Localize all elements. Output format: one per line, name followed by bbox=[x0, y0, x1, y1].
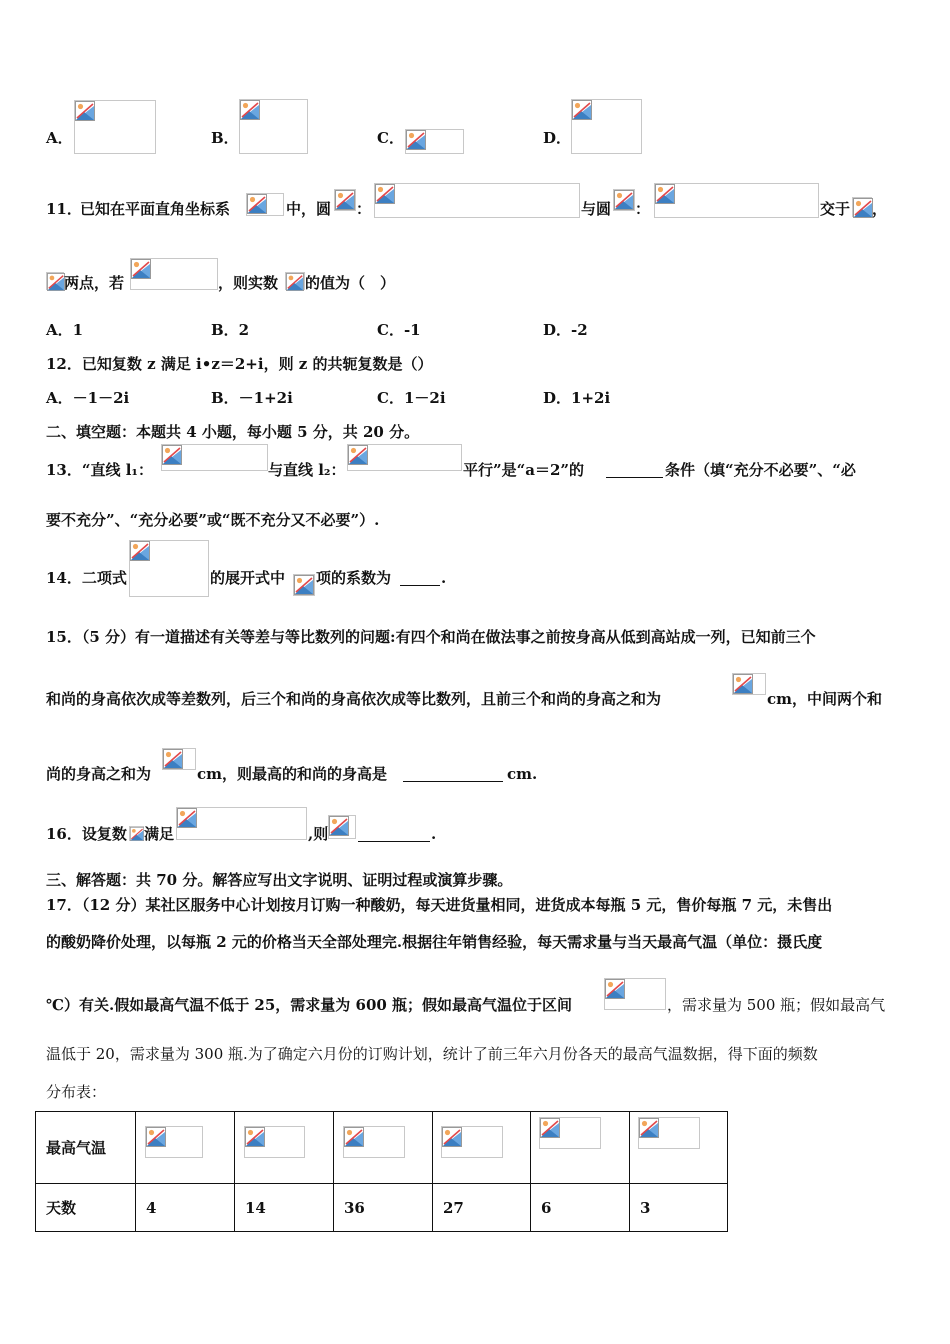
q11-option-c: C．-1 bbox=[377, 321, 421, 339]
table-header-cell: 最高气温 bbox=[36, 1112, 136, 1184]
broken-image-icon bbox=[329, 816, 349, 836]
q11-option-b: B．2 bbox=[211, 321, 250, 339]
q15-text-3: cm，中间两个和 bbox=[767, 690, 883, 708]
q11-formula-image bbox=[374, 183, 580, 218]
broken-image-icon bbox=[177, 808, 197, 828]
q12-option-a: A．－1－2i bbox=[46, 389, 130, 407]
q11-comma: ， bbox=[872, 200, 888, 218]
broken-image-icon bbox=[348, 445, 368, 465]
broken-image-icon bbox=[294, 575, 314, 595]
q11-text-5: 两点，若 bbox=[64, 274, 125, 292]
option-c-formula-image bbox=[405, 129, 464, 154]
q15-formula-image bbox=[162, 748, 196, 770]
option-c-label: C． bbox=[377, 129, 404, 147]
q11-formula-image bbox=[285, 272, 305, 290]
q14-formula-image bbox=[129, 540, 209, 597]
q12-option-d: D．1+2i bbox=[543, 389, 611, 407]
q16-period: . bbox=[431, 825, 437, 843]
broken-image-icon bbox=[286, 273, 304, 291]
q11-text-2: 中，圆 bbox=[286, 200, 332, 218]
broken-image-icon bbox=[406, 130, 426, 150]
q14-text-3: 项的系数为 bbox=[316, 569, 392, 587]
broken-image-icon bbox=[335, 190, 355, 210]
broken-image-icon bbox=[614, 190, 634, 210]
broken-image-icon bbox=[162, 445, 182, 465]
table-row bbox=[36, 1184, 728, 1232]
q14-text-2: 的展开式中 bbox=[210, 569, 286, 587]
broken-image-icon bbox=[131, 259, 151, 279]
table-cell: 6 bbox=[531, 1184, 630, 1232]
q13-text-2: 与直线 l₂： bbox=[268, 461, 346, 479]
broken-image-icon bbox=[247, 194, 267, 214]
table-header-cell: 天数 bbox=[36, 1184, 136, 1232]
broken-image-icon bbox=[375, 184, 395, 204]
broken-image-icon bbox=[240, 100, 260, 120]
frequency-table bbox=[35, 1111, 728, 1232]
q17-line-5: 分布表： bbox=[46, 1083, 107, 1101]
table-cell bbox=[235, 1112, 334, 1184]
table-cell: 3 bbox=[630, 1184, 728, 1232]
q15-text-6: cm. bbox=[507, 765, 538, 783]
q15-formula-image bbox=[732, 673, 766, 695]
temperature-range-image bbox=[441, 1126, 503, 1158]
option-a-formula-image bbox=[74, 100, 156, 154]
q16-answer-blank[interactable] bbox=[358, 825, 430, 842]
q11-text-7: 的值为（ ） bbox=[305, 274, 396, 292]
table-cell bbox=[433, 1112, 531, 1184]
broken-image-icon bbox=[163, 749, 183, 769]
q11-colon-2: ： bbox=[635, 200, 651, 218]
q15-text-5: cm，则最高的和尚的身高是 bbox=[197, 765, 388, 783]
table-cell: 14 bbox=[235, 1184, 334, 1232]
option-d-label: D． bbox=[543, 129, 572, 147]
q16-formula-image bbox=[328, 815, 356, 839]
temperature-range-image bbox=[343, 1126, 405, 1158]
section-2-heading: 二、填空题：本题共 4 小题，每小题 5 分，共 20 分。 bbox=[46, 423, 420, 441]
q17-interval-image bbox=[604, 978, 666, 1010]
q11-formula-image bbox=[334, 189, 356, 211]
q13-formula-image bbox=[347, 444, 462, 471]
option-d-formula-image bbox=[571, 99, 642, 154]
option-b-label: B． bbox=[211, 129, 239, 147]
q14-formula-image bbox=[293, 574, 315, 596]
temperature-range-image bbox=[244, 1126, 305, 1158]
table-cell bbox=[334, 1112, 433, 1184]
q13-text-1: 13．“直线 l₁： bbox=[46, 461, 153, 479]
temperature-range-image bbox=[145, 1126, 203, 1158]
broken-image-icon bbox=[130, 827, 144, 841]
q14-period: . bbox=[441, 569, 447, 587]
option-b-formula-image bbox=[239, 99, 308, 154]
broken-image-icon bbox=[245, 1127, 265, 1147]
q11-option-a: A．1 bbox=[46, 321, 84, 339]
table-cell: 27 bbox=[433, 1184, 531, 1232]
q16-text-1: 16．设复数 bbox=[46, 825, 127, 843]
temperature-range-image bbox=[539, 1117, 601, 1149]
q14-answer-blank[interactable] bbox=[400, 569, 440, 586]
q11-formula-image bbox=[46, 272, 64, 290]
broken-image-icon bbox=[344, 1127, 364, 1147]
q11-formula-image bbox=[130, 258, 218, 290]
q11-text-3: 与圆 bbox=[581, 200, 612, 218]
broken-image-icon bbox=[442, 1127, 462, 1147]
broken-image-icon bbox=[540, 1118, 560, 1138]
q12-text: 12．已知复数 z 满足 i•z＝2+i，则 z 的共轭复数是（） bbox=[46, 355, 433, 373]
q14-text-1: 14．二项式 bbox=[46, 569, 127, 587]
q11-text-6: ，则实数 bbox=[218, 274, 279, 292]
q11-number: 11． bbox=[46, 200, 82, 218]
broken-image-icon bbox=[47, 273, 65, 291]
table-cell bbox=[531, 1112, 630, 1184]
q13-text-3: 平行”是“a＝2”的 bbox=[463, 461, 585, 479]
q11-option-d: D．-2 bbox=[543, 321, 588, 339]
q13-text-4: 条件（填“充分不必要”、“必 bbox=[665, 461, 856, 479]
q12-option-c: C．1－2i bbox=[377, 389, 446, 407]
q11-text-4: 交于 bbox=[820, 200, 851, 218]
q11-text-1: 已知在平面直角坐标系 bbox=[80, 200, 231, 218]
q13-text-5: 要不充分”、“充分必要”或“既不充分又不必要”）. bbox=[46, 511, 380, 529]
q17-line-2: 的酸奶降价处理，以每瓶 2 元的价格当天全部处理完.根据往年销售经验，每天需求量与当天最高气温（单位：摄氏度 bbox=[46, 933, 823, 951]
broken-image-icon bbox=[733, 674, 753, 694]
table-cell bbox=[630, 1112, 728, 1184]
broken-image-icon bbox=[853, 198, 873, 218]
q17-line-3b: ，需求量为 500 瓶；假如最高气 bbox=[667, 996, 886, 1014]
q15-answer-blank[interactable] bbox=[403, 765, 503, 782]
broken-image-icon bbox=[572, 100, 592, 120]
q11-colon-1: ： bbox=[356, 200, 372, 218]
broken-image-icon bbox=[639, 1118, 659, 1138]
section-3-heading: 三、解答题：共 70 分。解答应写出文字说明、证明过程或演算步骤。 bbox=[46, 871, 513, 889]
q11-formula-image bbox=[654, 183, 819, 218]
q17-line-4: 温低于 20，需求量为 300 瓶.为了确定六月份的订购计划，统计了前三年六月份各天的最高气温数据，得下面的频数 bbox=[46, 1045, 818, 1063]
q11-formula-image bbox=[852, 197, 872, 217]
broken-image-icon bbox=[146, 1127, 166, 1147]
broken-image-icon bbox=[605, 979, 625, 999]
table-row bbox=[36, 1112, 728, 1184]
q16-formula-image bbox=[129, 826, 144, 841]
temperature-range-image bbox=[638, 1117, 700, 1149]
q17-line-1: 17．（12 分）某社区服务中心计划按月订购一种酸奶，每天进货量相同，进货成本每瓶 5 元，售价每瓶 7 元，未售出 bbox=[46, 896, 833, 914]
broken-image-icon bbox=[130, 541, 150, 561]
q12-option-b: B．－1+2i bbox=[211, 389, 293, 407]
table-cell: 36 bbox=[334, 1184, 433, 1232]
table-cell bbox=[136, 1112, 235, 1184]
q11-formula-image bbox=[613, 189, 635, 211]
broken-image-icon bbox=[655, 184, 675, 204]
q16-formula-image bbox=[176, 807, 307, 840]
q15-text-4: 尚的身高之和为 bbox=[46, 765, 152, 783]
q15-line-1: 15．（5 分）有一道描述有关等差与等比数列的问题:有四个和尚在做法事之前按身高从低到高站成一列，已知前三个 bbox=[46, 628, 816, 646]
q11-formula-image bbox=[246, 193, 284, 216]
option-a-label: A． bbox=[46, 129, 73, 147]
broken-image-icon bbox=[75, 101, 95, 121]
table-cell: 4 bbox=[136, 1184, 235, 1232]
q15-text-2: 和尚的身高依次成等差数列，后三个和尚的身高依次成等比数列，且前三个和尚的身高之和为 bbox=[46, 690, 662, 708]
q13-answer-blank[interactable] bbox=[606, 461, 663, 478]
q13-formula-image bbox=[161, 444, 268, 471]
q16-text-3: ,则 bbox=[308, 825, 329, 843]
q17-line-3a: ℃）有关.假如最高气温不低于 25，需求量为 600 瓶；假如最高气温位于区间 bbox=[46, 996, 573, 1014]
q16-text-2: 满足 bbox=[144, 825, 175, 843]
